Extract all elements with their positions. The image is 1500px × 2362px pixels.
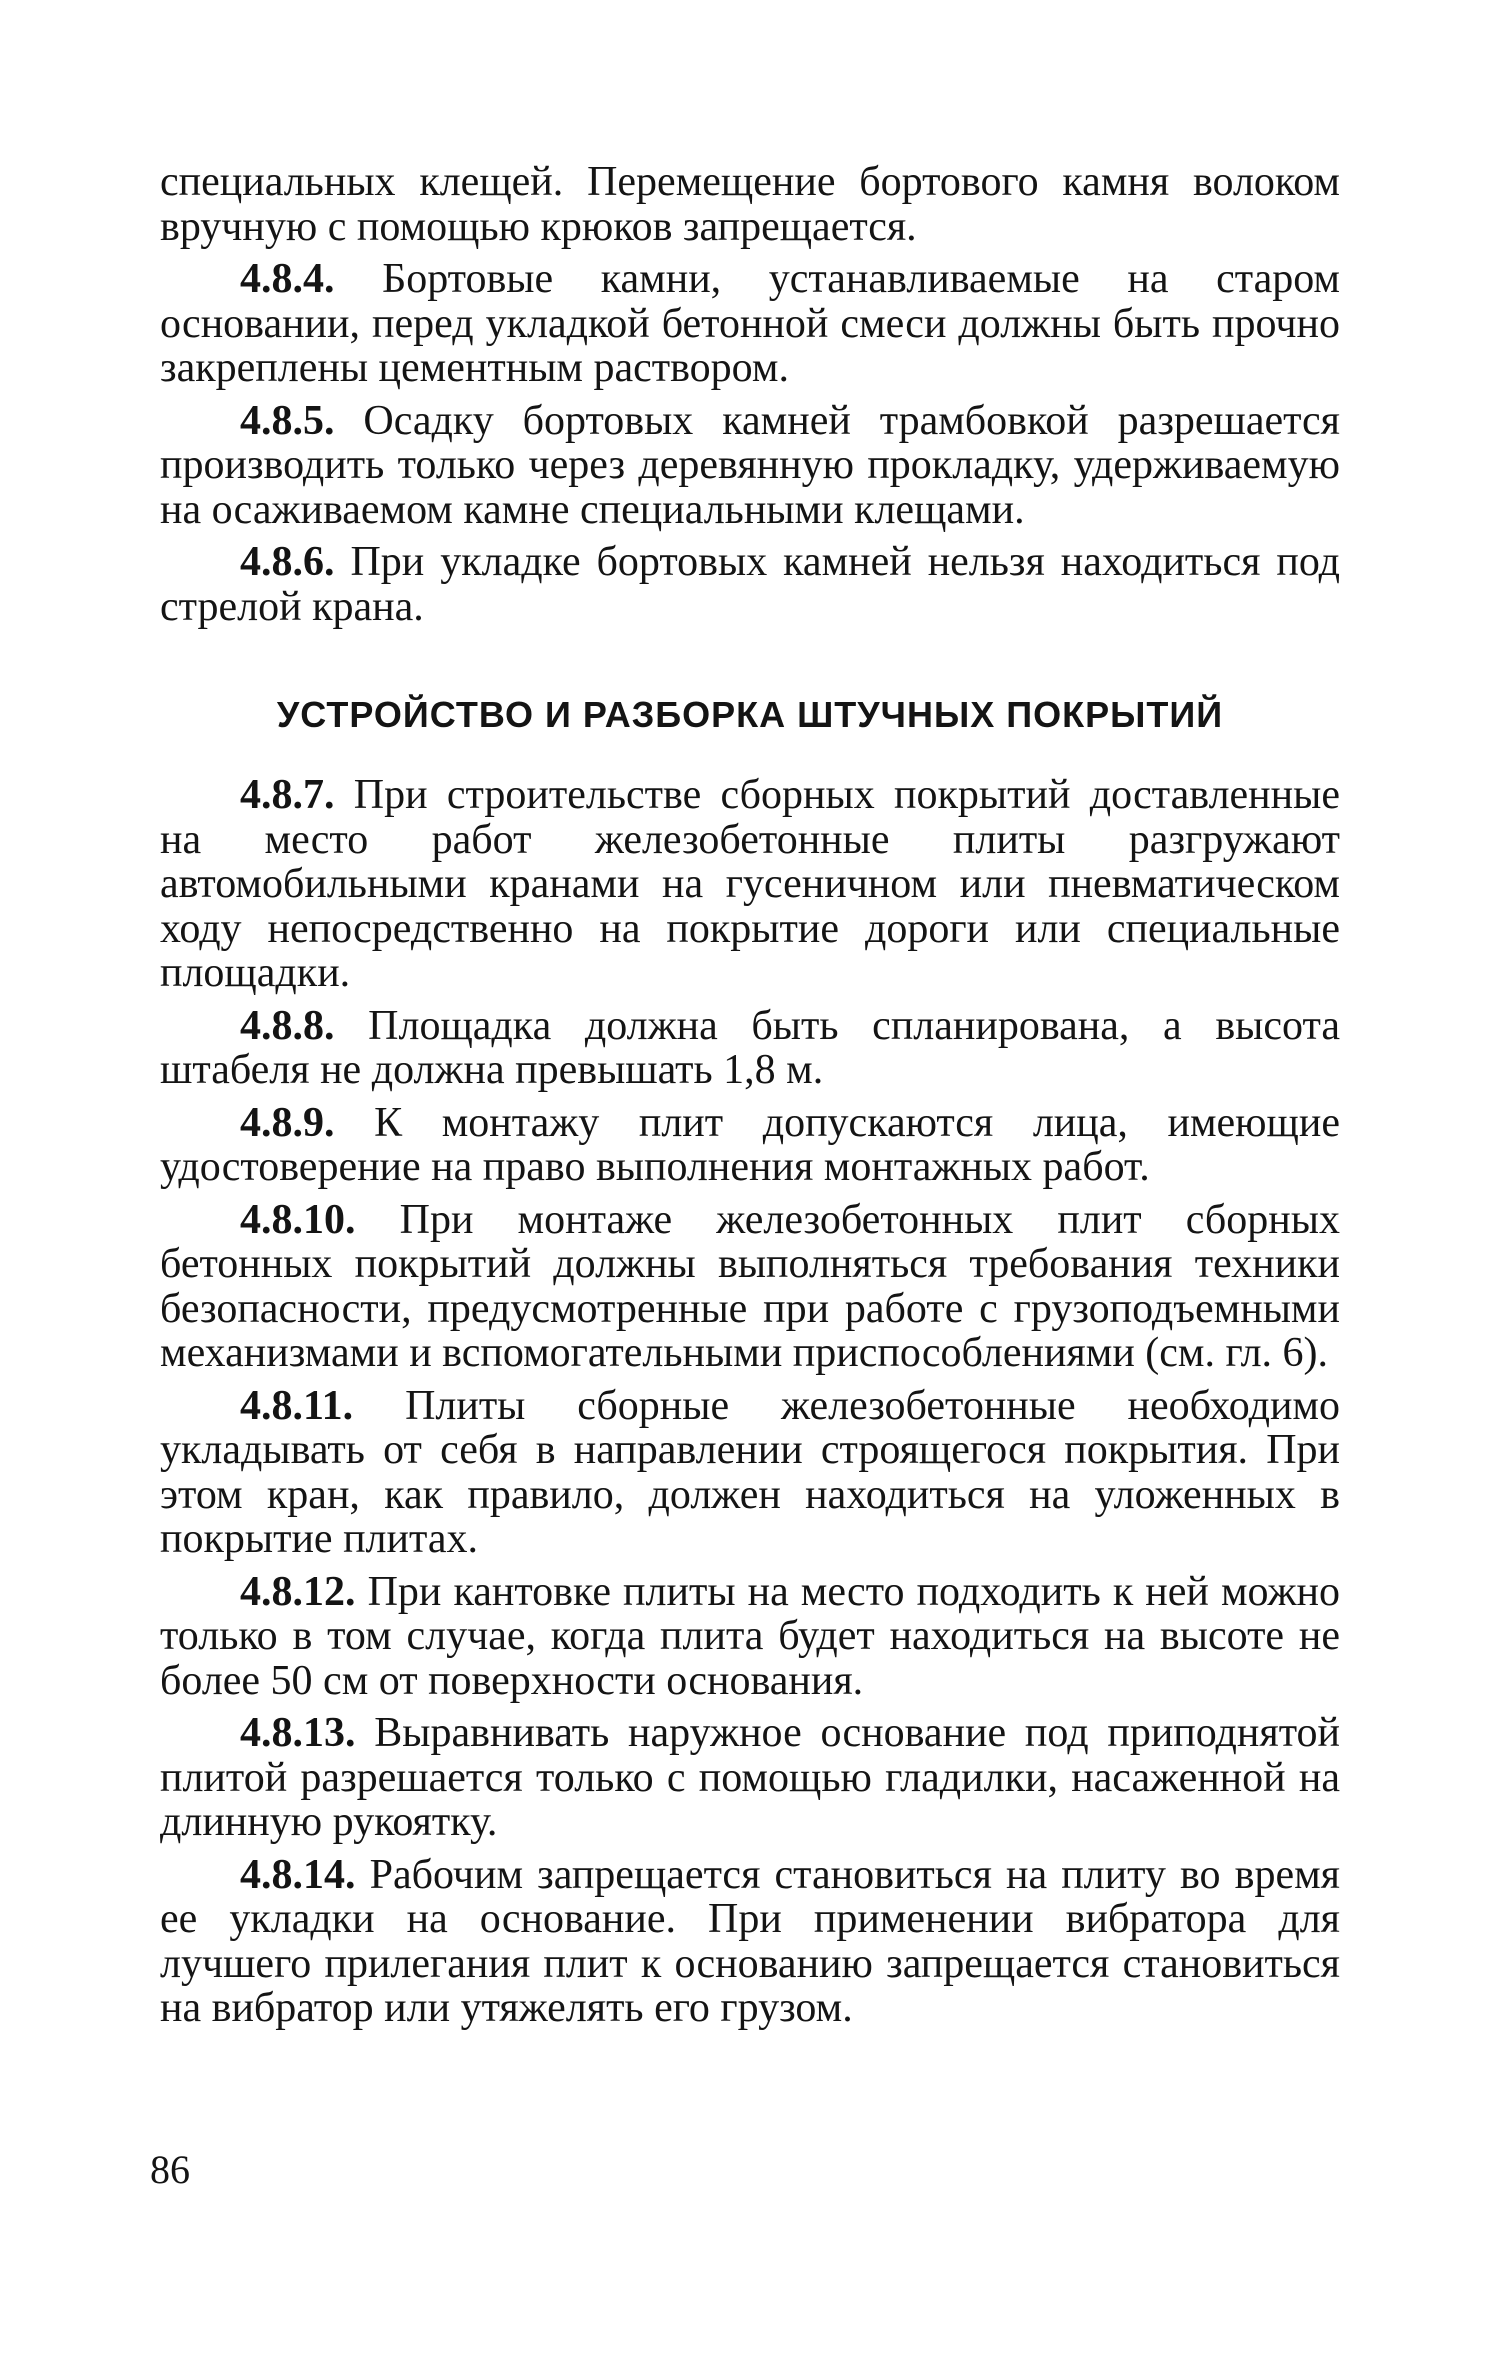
clause-number: 4.8.4.: [240, 256, 335, 302]
clause-4-8-6: [160, 540, 1340, 629]
clause-4-8-13: [160, 1711, 1340, 1845]
clause-4-8-14: [160, 1853, 1340, 2031]
clause-text: Выравнивать наружное основание под приподнятой плитой разрешается только с помощью гладилки, насаженной на длинную рукоятку.: [160, 1710, 1341, 1845]
clause-number: 4.8.9.: [240, 1099, 335, 1146]
clause-text: При кантовке плиты на место подходить к ней можно только в том случае, когда плита будет находиться на высоте не более 50 см от поверхности основания.: [160, 1568, 1340, 1704]
clause-4-8-12: [160, 1570, 1340, 1704]
clause-number: 4.8.7.: [240, 772, 335, 818]
clause-text: При укладке бортовых камней нельзя находиться под стрелой крана.: [160, 539, 1340, 630]
clause-text: Рабочим запрещается становиться на плиту во время ее укладки на основание. При применении вибратора для лучшего прилегания плит к основанию запрещается становиться на вибратор или утяжелять его грузом.: [160, 1851, 1340, 2031]
clause-text: Плиты сборные железобетонные необходимо укладывать от себя в направлении строящегося покрытия. При этом кран, как правило, должен находиться на уложенных в покрытие плитах.: [160, 1382, 1341, 1562]
clause-number: 4.8.13.: [240, 1710, 356, 1756]
clause-text: Площадка должна быть спланирована, а высота штабеля не должна превышать 1,8 м.: [160, 1002, 1340, 1093]
clause-number: 4.8.10.: [240, 1196, 356, 1243]
clause-4-8-5: [160, 399, 1340, 533]
page-number: 86: [150, 2147, 190, 2192]
clause-number: 4.8.8.: [240, 1002, 335, 1049]
clause-text: Бортовые камни, устанавливаемые на старом основании, перед укладкой бетонной смеси должны быть прочно закреплены цементным раствором.: [160, 256, 1340, 391]
clause-text: Осадку бортовых камней трамбовкой разрешается производить только через деревянную прокладку, удерживаемую на осаживаемом камне специальными клещами.: [160, 397, 1341, 533]
clause-text: К монтажу плит допускаются лица, имеющие удостоверение на право выполнения монтажных работ.: [160, 1099, 1341, 1190]
clause-4-8-10: [160, 1198, 1340, 1376]
clause-number: 4.8.11.: [240, 1382, 354, 1429]
clause-4-8-8: [160, 1004, 1340, 1093]
clause-4-8-4: [160, 257, 1340, 391]
clause-4-8-7: [160, 773, 1340, 996]
page-body: [160, 160, 1340, 2039]
clause-number: 4.8.6.: [240, 539, 335, 585]
clause-number: 4.8.5.: [240, 397, 335, 444]
clause-number: 4.8.14.: [240, 1851, 356, 1898]
clause-4-8-11: [160, 1384, 1340, 1562]
section-heading: УСТРОЙСТВО И РАЗБОРКА ШТУЧНЫХ ПОКРЫТИЙ: [276, 694, 1224, 735]
clause-number: 4.8.12.: [240, 1568, 356, 1615]
clause-text: При монтаже железобетонных плит сборных бетонных покрытий должны выполняться требования техники безопасности, предусмотренные при работе с грузоподъемными механизмами и вспомогательными приспособлениями (см. гл. 6).: [160, 1196, 1340, 1376]
clause-4-8-9: [160, 1101, 1340, 1190]
continuation-paragraph: специальных клещей. Перемещение бортового камня волоком вручную с помощью крюков запрещается.: [160, 159, 1340, 250]
clause-text: При строительстве сборных покрытий доставленные на место работ железобетонные плиты разгружают автомобильными кранами на гусеничном или пневматическом ходу непосредственно на покрытие дороги или специальные площадки.: [160, 772, 1340, 996]
